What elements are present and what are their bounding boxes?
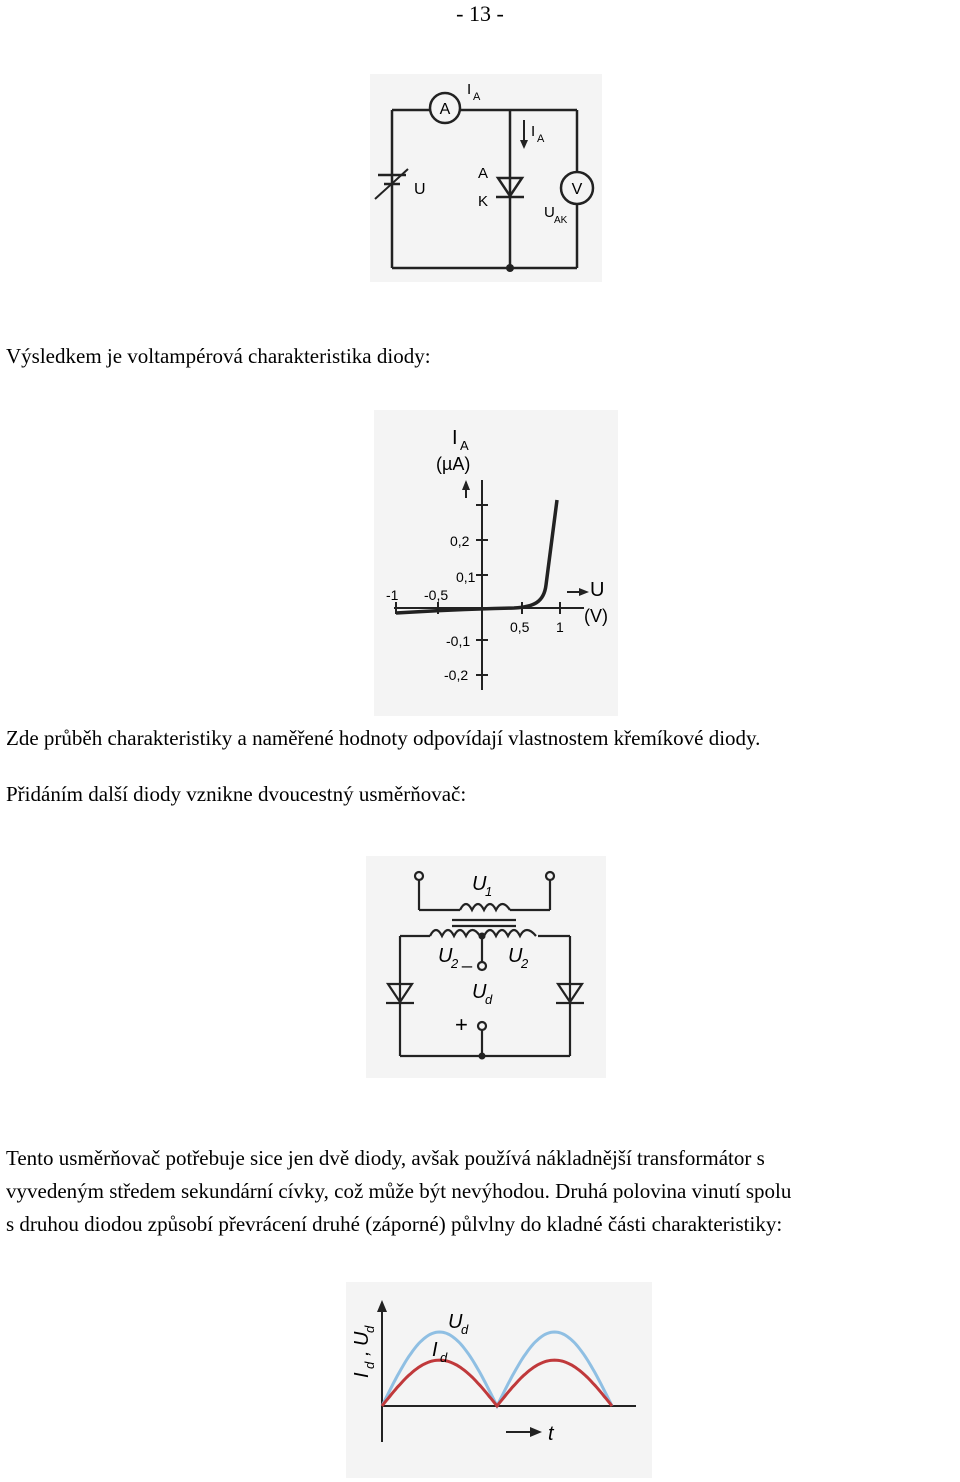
current-sub-top: A [473, 91, 481, 103]
x-tick-1: 1 [556, 619, 564, 635]
va-curve [396, 500, 557, 613]
diode-measurement-circuit [370, 74, 602, 282]
y-tick--0-2: -0,2 [444, 667, 469, 683]
u2-right-label: U [508, 945, 523, 967]
y-tick--0-1: -0,1 [446, 633, 471, 649]
ud-label: U [472, 981, 487, 1003]
paragraph-line-1: Tento usměrňovač potřebuje sice jen dvě diody, avšak používá nákladnější transformátor s [6, 1146, 765, 1170]
ammeter-label: A [439, 101, 451, 118]
y-label-u-sub: d [362, 1325, 377, 1333]
y-label-u: U [351, 1331, 373, 1346]
current-sub-branch: A [537, 133, 545, 145]
anode-label: A [478, 165, 489, 182]
x-axis-label-t: t [548, 1423, 554, 1445]
id-curve-label: I [432, 1339, 438, 1361]
y-tick-0-2: 0,2 [450, 533, 470, 549]
current-label-top: I [467, 81, 472, 98]
rectified-waveform-chart [346, 1282, 652, 1478]
paragraph-full-wave-intro: Přidáním další diody vznikne dvoucestný usměrňovač: [6, 782, 467, 806]
u1-sub: 1 [485, 884, 493, 899]
paragraph-rectifier-description [6, 1142, 791, 1241]
series-line-id [382, 1360, 612, 1406]
minus-sign: _ [462, 948, 473, 968]
x-tick-0-5: 0,5 [510, 619, 530, 635]
va-characteristic-graph [374, 410, 618, 716]
u2-left-label: U [438, 945, 453, 967]
y-axis-label: I [452, 427, 458, 449]
y-tick-0-1: 0,1 [456, 569, 476, 585]
voltmeter-label: V [571, 181, 583, 198]
id-curve-label-sub: d [440, 1350, 448, 1365]
x-tick--0-5: -0,5 [424, 587, 449, 603]
uak-sub: AK [554, 215, 568, 226]
ud-curve-label: U [448, 1311, 463, 1333]
y-label-i: I [351, 1372, 373, 1378]
y-label-sep: , [351, 1350, 373, 1356]
ud-sub: d [485, 992, 493, 1007]
cathode-label: K [478, 193, 489, 210]
x-axis-label: U [590, 579, 605, 601]
source-label: U [414, 181, 426, 198]
paragraph-line-2: vyvedeným středem sekundární cívky, což může být nevýhodou. Druhá polovina vinutí spolu [6, 1179, 792, 1203]
current-label-branch: I [531, 123, 536, 140]
page-number: - 13 - [456, 1, 504, 26]
u1-label: U [472, 873, 487, 895]
x-tick--1: -1 [386, 587, 399, 603]
y-axis-label-sub: A [460, 438, 469, 453]
u2-right-sub: 2 [521, 956, 529, 971]
x-axis-unit: (V) [584, 606, 608, 626]
paragraph-va-characteristic: Výsledkem je voltampérová charakteristika diody: [6, 344, 431, 368]
y-label-i-sub: d [362, 1361, 377, 1369]
full-wave-rectifier-circuit [366, 856, 606, 1078]
uak-label: U [544, 204, 555, 221]
plus-sign: + [455, 1012, 468, 1037]
paragraph-silicon-diode: Zde průběh charakteristiky a naměřené hodnoty odpovídají vlastnostem křemíkové diody. [6, 726, 761, 750]
ud-curve-label-sub: d [461, 1322, 469, 1337]
paragraph-line-3: s druhou diodou způsobí převrácení druhé (záporné) půlvlny do kladné části charakteristiky: [6, 1212, 783, 1236]
y-axis-unit: (µA) [436, 454, 471, 474]
u2-left-sub: 2 [451, 956, 459, 971]
